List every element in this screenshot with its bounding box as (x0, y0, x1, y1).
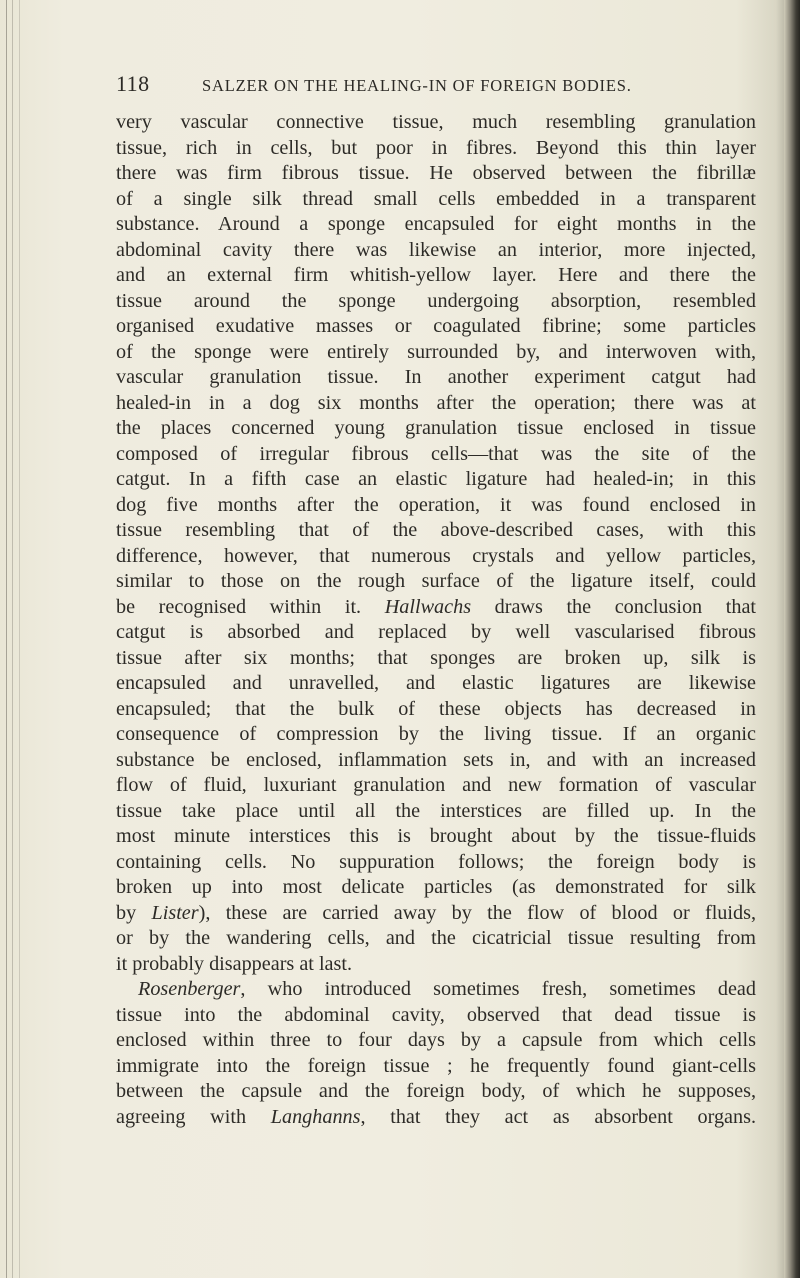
text-segment: tissue, rich in cells, but poor in fibres. Beyond this thin layer (116, 136, 756, 159)
text-line (116, 1079, 756, 1105)
text-segment: of a single silk thread small cells embedded in a transparent (116, 187, 756, 210)
text-line (116, 110, 756, 136)
text-line (116, 263, 756, 289)
body-text (116, 110, 756, 1130)
text-line (116, 314, 756, 340)
author-name-hallwachs: Hallwachs (384, 595, 472, 618)
text-segment: or by the wandering cells, and the cicatricial tissue resulting from (116, 927, 756, 949)
text-segment: , who introduced sometimes fresh, sometimes dead (240, 978, 756, 1000)
text-segment: substance be enclosed, inflammation sets in, and with an increased (116, 748, 756, 771)
text-line (116, 187, 756, 213)
text-segment: consequence of compression by the living tissue. If an organic (116, 723, 756, 745)
text-line (116, 824, 756, 850)
text-segment: composed of irregular fibrous cells—that was the site of the (116, 442, 756, 465)
text-line (116, 1105, 756, 1131)
binding-line (12, 0, 13, 1278)
text-line (116, 926, 756, 952)
text-segment: , that they act as absorbent organs. (360, 1105, 756, 1128)
text-segment: of the sponge were entirely surrounded by, and interwoven with, (116, 340, 756, 363)
text-segment: tissue resembling that of the above-described cases, with this (116, 519, 756, 541)
text-segment: substance. Around a sponge encapsuled for eight months in the (116, 213, 756, 235)
text-line (116, 671, 756, 697)
text-line (116, 748, 756, 774)
author-name-rosenberger: Rosenberger (138, 978, 241, 1000)
author-name-lister: Lister (151, 901, 199, 924)
page-edge-shadow (784, 0, 800, 1278)
text-line (116, 1028, 756, 1054)
text-line (116, 518, 756, 544)
text-segment: tissue around the sponge undergoing absorption, resembled (116, 289, 756, 312)
text-line (116, 901, 756, 927)
text-line (116, 1003, 756, 1029)
text-segment: organised exudative masses or coagulated fibrine; some particles (116, 315, 756, 337)
text-line (116, 212, 756, 238)
text-line (116, 544, 756, 570)
text-line (116, 238, 756, 264)
text-line (116, 952, 756, 978)
binding-line (6, 0, 7, 1278)
text-segment: broken up into most delicate particles (as demonstrated for silk (116, 876, 756, 898)
text-line (116, 467, 756, 493)
text-line (116, 391, 756, 417)
text-line (116, 646, 756, 672)
text-segment: tissue take place until all the interstices are filled up. In the (116, 799, 756, 822)
text-segment: abdominal cavity there was likewise an interior, more injected, (116, 238, 756, 261)
text-line (116, 1054, 756, 1080)
text-segment: containing cells. No suppuration follows; the foreign body is (116, 850, 756, 873)
text-segment: tissue into the abdominal cavity, observed that dead tissue is (116, 1003, 756, 1026)
text-line (116, 620, 756, 646)
text-line (116, 773, 756, 799)
author-name-langhanns: Langhanns (270, 1105, 361, 1128)
text-segment: by (116, 901, 152, 924)
text-line (116, 161, 756, 187)
text-segment: be recognised within it. (116, 595, 385, 618)
text-line (116, 595, 756, 621)
text-line (116, 977, 756, 1003)
text-segment: similar to those on the rough surface of the ligature itself, could (116, 570, 756, 592)
text-segment: enclosed within three to four days by a capsule from which cells (116, 1029, 756, 1051)
text-line (116, 697, 756, 723)
text-segment: vascular granulation tissue. In another experiment catgut had (116, 366, 756, 388)
page-header (116, 71, 756, 101)
text-line (116, 136, 756, 162)
text-line (116, 569, 756, 595)
text-segment: it probably disappears at last. (116, 952, 353, 975)
text-segment: the places concerned young granulation tissue enclosed in tissue (116, 417, 756, 439)
text-line (116, 493, 756, 519)
text-line (116, 875, 756, 901)
text-segment: encapsuled; that the bulk of these objects has decreased in (116, 697, 756, 720)
text-segment: agreeing with (116, 1105, 271, 1128)
text-line (116, 799, 756, 825)
text-line (116, 289, 756, 315)
text-segment: healed-in in a dog six months after the operation; there was at (116, 391, 756, 414)
text-line (116, 850, 756, 876)
text-segment: most minute interstices this is brought about by the tissue-fluids (116, 825, 756, 847)
text-segment: between the capsule and the foreign body, of which he supposes, (116, 1080, 756, 1102)
text-line (116, 365, 756, 391)
text-segment: and an external firm whitish-yellow layer. Here and there the (116, 264, 756, 286)
running-head: SALZER ON THE HEALING-IN OF FOREIGN BODIES. (202, 76, 632, 95)
text-segment: tissue after six months; that sponges are broken up, silk is (116, 646, 756, 669)
text-line (116, 722, 756, 748)
text-segment: draws the conclusion that (471, 595, 757, 618)
text-segment: encapsuled and unravelled, and elastic ligatures are likewise (116, 672, 756, 694)
text-segment: ), these are carried away by the flow of blood or fluids, (198, 901, 757, 924)
text-line (116, 340, 756, 366)
text-line (116, 416, 756, 442)
text-segment: very vascular connective tissue, much resembling granulation (116, 111, 756, 133)
text-segment: immigrate into the foreign tissue ; he frequently found giant-cells (116, 1054, 756, 1077)
text-segment: catgut is absorbed and replaced by well vascularised fibrous (116, 621, 756, 643)
page-number: 118 (116, 71, 150, 96)
text-segment: flow of fluid, luxuriant granulation and new formation of vascular (116, 774, 756, 796)
text-segment: there was firm fibrous tissue. He observed between the fibrillæ (116, 162, 756, 184)
binding-line (19, 0, 20, 1278)
text-line (116, 442, 756, 468)
text-segment: dog five months after the operation, it was found enclosed in (116, 493, 756, 516)
text-segment: catgut. In a fifth case an elastic ligature had healed-in; in this (116, 468, 756, 490)
text-segment: difference, however, that numerous crystals and yellow particles, (116, 544, 756, 567)
